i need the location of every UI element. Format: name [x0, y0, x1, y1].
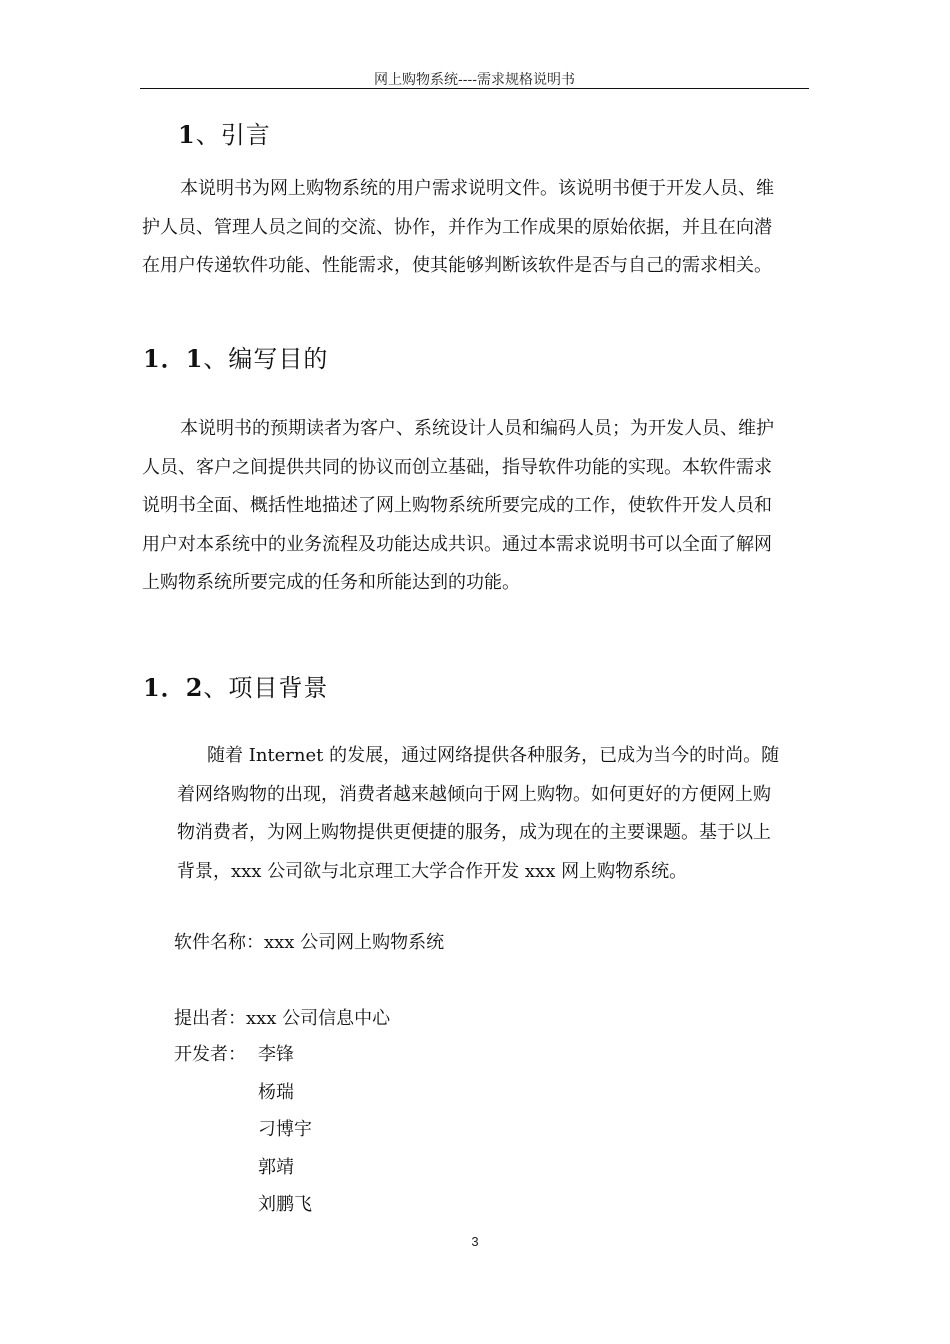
- developer-name: 李锋: [258, 1044, 294, 1065]
- section-number: 1．1: [143, 344, 204, 373]
- paragraph-line: 物消费者，为网上购物提供更便捷的服务，成为现在的主要课题。基于以上: [177, 822, 771, 843]
- paragraph-line: 人员、客户之间提供共同的协议而创立基础，指导软件功能的实现。本软件需求: [142, 456, 772, 478]
- developer-name: 杨瑞: [258, 1081, 294, 1103]
- proposer: 提出者：xxx 公司信息中心: [174, 1008, 391, 1029]
- section-number: 1．2: [143, 673, 204, 702]
- paragraph-line: 本说明书的预期读者为客户、系统设计人员和编码人员；为开发人员、维护: [180, 418, 774, 439]
- paragraph-line: 本说明书为网上购物系统的用户需求说明文件。该说明书便于开发人员、维: [180, 178, 774, 199]
- paragraph-line: 说明书全面、概括性地描述了网上购物系统所要完成的工作，使软件开发人员和: [142, 495, 772, 516]
- paragraph-line: 上购物系统所要完成的任务和所能达到的功能。: [142, 572, 520, 593]
- paragraph-line: 用户对本系统中的业务流程及功能达成共识。通过本需求说明书可以全面了解网: [142, 533, 772, 555]
- paragraph-line: 随着 Internet 的发展，通过网络提供各种服务，已成为当今的时尚。随: [207, 745, 780, 766]
- paragraph-line: 着网络购物的出现，消费者越来越倾向于网上购物。如何更好的方便网上购: [177, 783, 771, 805]
- developer-name: 郭靖: [258, 1156, 294, 1178]
- section-title: 、编写目的: [203, 345, 329, 373]
- developer-name: 刁博宇: [258, 1119, 312, 1140]
- section-title: 、项目背景: [203, 674, 329, 702]
- background-paragraph: [177, 737, 808, 891]
- developers-label: 开发者：: [174, 1044, 246, 1065]
- developer-list: [258, 1036, 312, 1224]
- paragraph-line: 背景，xxx 公司欲与北京理工大学合作开发 xxx 网上购物系统。: [177, 860, 688, 882]
- paragraph-line: 在用户传递软件功能、性能需求，使其能够判断该软件是否与自己的需求相关。: [142, 255, 772, 276]
- paragraph-line: 护人员、管理人员之间的交流、协作，并作为工作成果的原始依据，并且在向潜: [142, 216, 772, 238]
- section-number: 1: [178, 120, 196, 149]
- header-divider: [140, 88, 809, 89]
- section-heading-background: [143, 673, 328, 703]
- section-heading-introduction: [178, 120, 271, 150]
- page-header: 网上购物系统----需求规格说明书: [374, 72, 575, 88]
- purpose-paragraph: [142, 410, 808, 603]
- section-title: 、引言: [195, 121, 271, 149]
- introduction-paragraph: [142, 170, 808, 286]
- section-heading-purpose: [143, 344, 328, 374]
- page-number: 3: [471, 1234, 479, 1249]
- software-name: 软件名称：xxx 公司网上购物系统: [174, 932, 445, 953]
- developer-name: 刘鹏飞: [258, 1194, 312, 1215]
